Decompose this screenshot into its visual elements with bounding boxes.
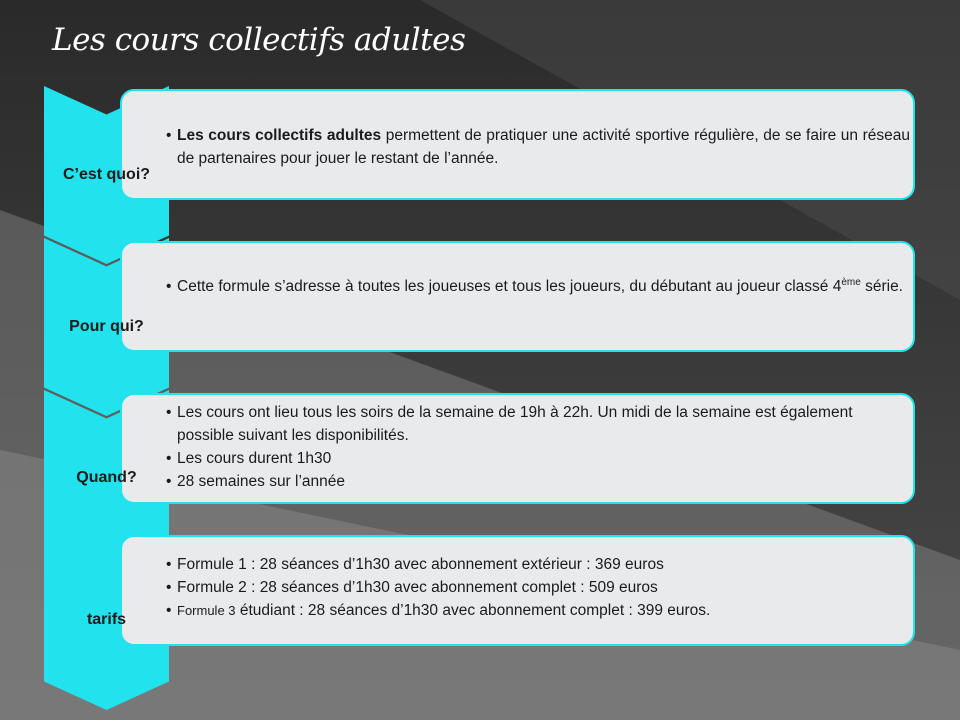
bullet-text: Formule 1 : 28 séances d’1h30 avec abonnement extérieur : 369 euros	[177, 556, 664, 573]
label-tarifs: tarifs	[86, 611, 127, 628]
small-text: Formule 3	[177, 603, 236, 618]
content-cest-quoi	[162, 124, 910, 170]
bullet-item: • Les cours collectifs adultes permettent de pratiquer une activité sportive régulière, de se faire un réseau de partenaires pour jouer le restant de l’année.	[166, 127, 911, 167]
bullet-item: • Cette formule s’adresse à toutes les joueuses et tous les joueurs, du débutant au joueur classé 4ème série.	[166, 276, 903, 295]
bullet-item: • Formule 2 : 28 séances d’1h30 avec abonnement complet : 509 euros	[162, 576, 910, 599]
slide-title: Les cours collectifs adultes	[52, 22, 466, 58]
bullet-text: permettent de pratiquer une activité sportive régulière, de se faire un réseau de partenaires pour jouer le restant de l’année.	[177, 127, 911, 167]
content-tarifs	[162, 553, 910, 622]
bullet-text: étudiant : 28 séances d’1h30 avec abonnement complet : 399 euros.	[235, 602, 711, 619]
content-pour-qui	[162, 275, 910, 298]
bullet-item: • 28 semaines sur l’année	[162, 470, 910, 493]
label-quand: Quand?	[76, 469, 137, 486]
label-cest-quoi: C’est quoi?	[62, 166, 151, 183]
bullet-text-end: série.	[860, 278, 903, 295]
bold-text: Les cours collectifs adultes	[177, 127, 382, 144]
bullet-item: • Formule 1 : 28 séances d’1h30 avec abonnement extérieur : 369 euros	[162, 553, 910, 576]
bullet-item: • Les cours durent 1h30	[162, 447, 910, 470]
bullet-item: • Formule 3 étudiant : 28 séances d’1h30 avec abonnement complet : 399 euros.	[166, 602, 711, 619]
bullet-text: 28 semaines sur l’année	[177, 473, 346, 490]
superscript-text: ème	[841, 276, 861, 288]
content-quand	[162, 401, 910, 493]
bullet-text: Les cours ont lieu tous les soirs de la semaine de 19h à 22h. Un midi de la semaine est également possible suivant les disponibilités.	[177, 404, 853, 444]
bullet-text: Cette formule s’adresse à toutes les joueuses et tous les joueurs, du débutant au joueur classé 4	[177, 278, 842, 295]
label-pour-qui: Pour qui?	[69, 318, 144, 335]
bullet-item: • Les cours ont lieu tous les soirs de la semaine de 19h à 22h. Un midi de la semaine est également possible suivant les disponibilités.	[162, 401, 910, 447]
bullet-text: Formule 2 : 28 séances d’1h30 avec abonnement complet : 509 euros	[177, 579, 658, 596]
bullet-text: Les cours durent 1h30	[177, 450, 332, 467]
